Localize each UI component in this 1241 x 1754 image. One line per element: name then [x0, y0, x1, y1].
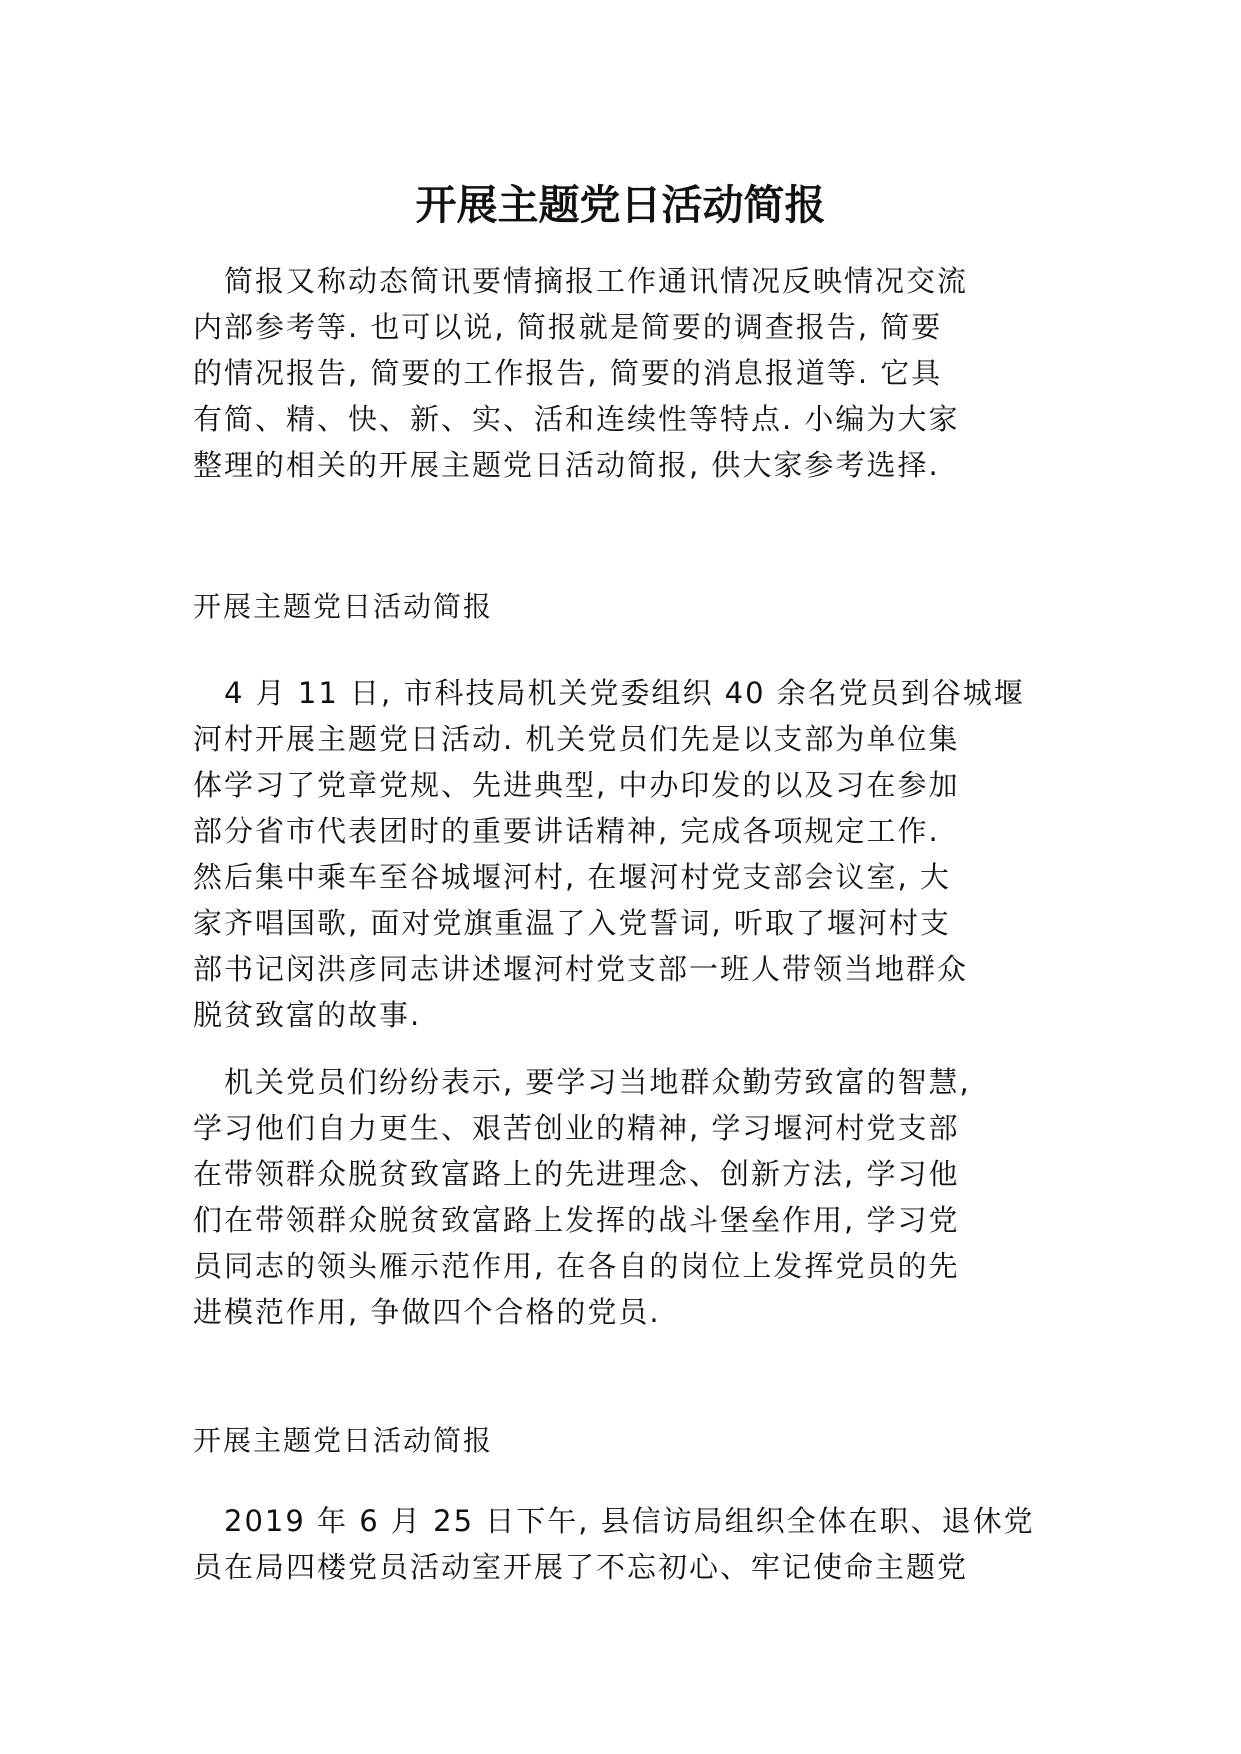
paragraph-line: 在带领群众脱贫致富路上的先进理念、创新方法, 学习他: [193, 1157, 960, 1191]
paragraph-line: 机关党员们纷纷表示, 要学习当地群众勤劳致富的智慧,: [193, 1065, 971, 1099]
section-2-heading: 开展主题党日活动简报: [193, 1424, 494, 1457]
paragraph-line: 河村开展主题党日活动. 机关党员们先是以支部为单位集: [193, 722, 960, 756]
paragraph-line: 进模范作用, 争做四个合格的党员.: [193, 1295, 661, 1329]
intro-line: 有简、精、快、新、实、活和连续性等特点. 小编为大家: [193, 402, 960, 436]
intro-line: 的情况报告, 简要的工作报告, 简要的消息报道等. 它具: [193, 356, 943, 390]
paragraph-line: 部分省市代表团时的重要讲话精神, 完成各项规定工作.: [193, 814, 940, 848]
section-1-paragraph-2: [193, 1059, 1073, 1335]
intro-line: 整理的相关的开展主题党日活动简报, 供大家参考选择.: [193, 448, 940, 482]
paragraph-line: 脱贫致富的故事.: [193, 998, 422, 1032]
paragraph-line: 2019 年 6 月 25 日下午, 县信访局组织全体在职、退休党: [193, 1504, 1035, 1538]
paragraph-line: 员在局四楼党员活动室开展了不忘初心、牢记使命主题党: [193, 1550, 969, 1584]
paragraph-line: 员同志的领头雁示范作用, 在各自的岗位上发挥党员的先: [193, 1249, 960, 1283]
section-1-paragraph-1: [193, 670, 1073, 1038]
paragraph-line: 部书记闵洪彦同志讲述堰河村党支部一班人带领当地群众: [193, 952, 969, 986]
section-2-paragraph-1: [193, 1498, 1073, 1590]
document-title: 开展主题党日活动简报: [415, 181, 826, 229]
paragraph-line: 4 月 11 日, 市科技局机关党委组织 40 余名党员到谷城堰: [193, 676, 1025, 710]
intro-line: 内部参考等. 也可以说, 简报就是简要的调查报告, 简要: [193, 310, 943, 344]
intro-line: 简报又称动态简讯要情摘报工作通讯情况反映情况交流: [193, 264, 969, 298]
paragraph-line: 体学习了党章党规、先进典型, 中办印发的以及习在参加: [193, 768, 960, 802]
intro-paragraph: [193, 258, 1073, 488]
paragraph-line: 家齐唱国歌, 面对党旗重温了入党誓词, 听取了堰河村支: [193, 906, 951, 940]
section-1-heading: 开展主题党日活动简报: [193, 590, 494, 623]
paragraph-line: 学习他们自力更生、艰苦创业的精神, 学习堰河村党支部: [193, 1111, 960, 1145]
paragraph-line: 们在带领群众脱贫致富路上发挥的战斗堡垒作用, 学习党: [193, 1203, 960, 1237]
paragraph-line: 然后集中乘车至谷城堰河村, 在堰河村党支部会议室, 大: [193, 860, 951, 894]
